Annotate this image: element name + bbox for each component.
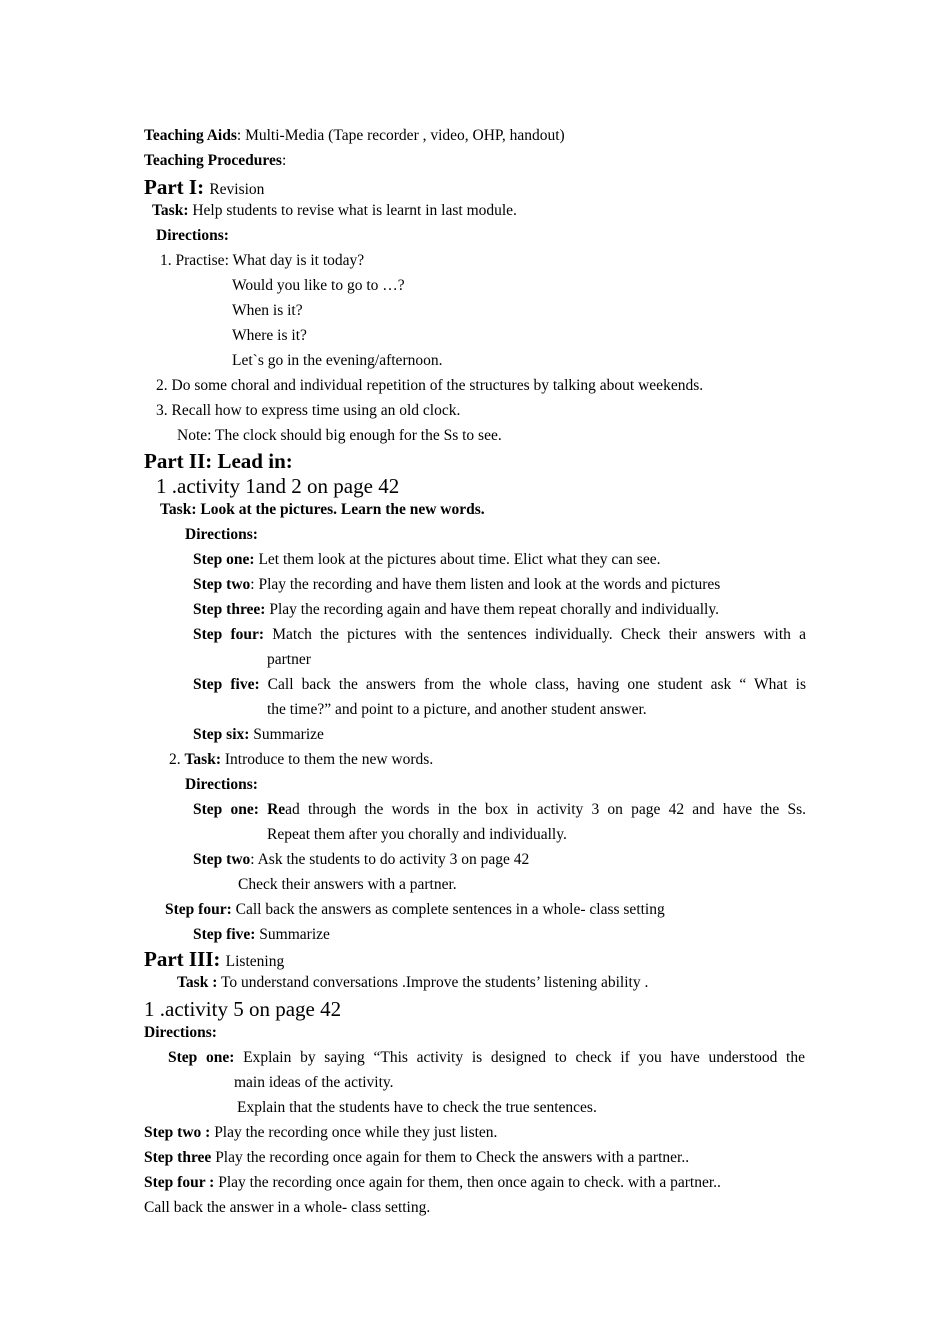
step-text: Call back the answers from the whole class, having one student ask “ What is (259, 676, 806, 693)
part1-heading: Part I: (144, 175, 205, 199)
part1-item3: 3. Recall how to express time using an old clock. (156, 402, 461, 419)
part2-step-four-cont: partner (267, 651, 311, 668)
step-text: Summarize (255, 926, 330, 943)
step-label: Step six: (193, 726, 250, 743)
step-text: Call back the answers as complete sentences in a whole- class setting (231, 901, 665, 918)
step-text: Play the recording once again for them to Check the answers with a partner.. (211, 1149, 690, 1166)
part2-b-step-two (193, 850, 855, 870)
part2-heading: Part II: Lead in: (144, 449, 293, 473)
part2-directions2 (185, 775, 847, 795)
task2-text: Introduce to them the new words. (220, 751, 434, 768)
step-label: Step two : (144, 1124, 211, 1141)
teaching-aids-line (144, 126, 806, 146)
part3-task-label: Task : (177, 974, 218, 991)
step-label: Step four: (165, 901, 232, 918)
part1-directions-label: Directions: (156, 227, 229, 244)
part3-step-one-cont2: Explain that the students have to check the true sentences. (237, 1099, 597, 1116)
part1-question4: Let`s go in the evening/afternoon. (232, 352, 443, 369)
step-label: Step three (144, 1149, 212, 1166)
part1-heading-line (144, 174, 806, 203)
part2-step-five (193, 675, 806, 695)
teaching-procedures-text: : (281, 152, 287, 169)
teaching-procedures-line (144, 151, 806, 171)
part2-b-step-five (193, 925, 855, 945)
step-text: ad through the words in the box in activity 3 on page 42 and have the Ss. (285, 801, 806, 818)
part2-step-four (193, 625, 806, 645)
part2-task2 (169, 750, 831, 770)
teaching-aids-text: : Multi-Media (Tape recorder , video, OHP, handout) (236, 127, 565, 144)
part2-b-step-one-cont: Repeat them after you chorally and individually. (267, 826, 567, 843)
step-text: Summarize (249, 726, 324, 743)
step-label: Step two (193, 851, 251, 868)
step-text: : Play the recording and have them listen and look at the words and pictures (250, 576, 721, 593)
part1-subtitle: Revision (209, 181, 265, 198)
part2-task (160, 500, 822, 520)
part1-question1: Would you like to go to …? (232, 277, 405, 294)
step-text: Play the recording once again for them, then once again to check. with a partner.. (214, 1174, 721, 1191)
part1-task-text: Help students to revise what is learnt in last module. (192, 202, 517, 219)
part1-task-label: Task: (152, 202, 189, 219)
teaching-procedures-label: Teaching Procedures (144, 152, 282, 169)
part2-step-six (193, 725, 855, 745)
part3-subtitle: Listening (225, 953, 285, 970)
step-label: Step one: (168, 1049, 235, 1066)
part2-b-step-four (165, 900, 827, 920)
step-label: Step two (193, 576, 251, 593)
part2-step-five-cont: the time?” and point to a picture, and another student answer. (267, 701, 647, 718)
step-label: Step four : (144, 1174, 215, 1191)
part1-item2: 2. Do some choral and individual repetition of the structures by talking about weekends. (156, 377, 704, 394)
step-label: Step three: (193, 601, 266, 618)
part2-b-step-two-cont: Check their answers with a partner. (238, 876, 457, 893)
part2-step-two (193, 575, 855, 595)
part3-step-three (144, 1148, 806, 1168)
teaching-aids-label: Teaching Aids (144, 127, 237, 144)
part3-step-four (144, 1173, 806, 1193)
step-text: Explain by saying “This activity is designed to check if you have understood the (234, 1049, 805, 1066)
part1-task-line (152, 201, 814, 221)
task2-number: 2. (169, 751, 185, 768)
part1-directions (156, 226, 818, 246)
step-text: Match the pictures with the sentences individually. Check their answers with a (264, 626, 806, 643)
part3-step-one-cont: main ideas of the activity. (234, 1074, 394, 1091)
step-text: : Ask the students to do activity 3 on page 42 (250, 851, 530, 868)
part1-item1: 1. Practise: What day is it today? (160, 252, 365, 269)
part3-directions-label: Directions: (144, 1024, 217, 1041)
part2-directions2-label: Directions: (185, 776, 258, 793)
step-label: Step five: (193, 676, 260, 693)
step-text: Play the recording once while they just listen. (210, 1124, 498, 1141)
part1-question2: When is it? (232, 302, 303, 319)
part2-step-one (193, 550, 855, 570)
step-label: Step four: (193, 626, 265, 643)
part3-task-line (177, 973, 839, 993)
step-label: Step five: (193, 926, 256, 943)
task2-label: Task: (184, 751, 221, 768)
step-label: Step one: (193, 551, 255, 568)
part1-note: Note: The clock should big enough for the Ss to see. (177, 427, 502, 444)
part2-b-step-one (193, 800, 806, 820)
part2-step-three (193, 600, 855, 620)
step-text: Let them look at the pictures about time. Elict what they can see. (254, 551, 661, 568)
part2-directions (185, 525, 847, 545)
part3-directions (144, 1023, 806, 1043)
part3-heading: Part III: (144, 947, 221, 971)
part3-step-one (168, 1048, 805, 1068)
part3-closing: Call back the answer in a whole- class setting. (144, 1199, 431, 1216)
step-text: Play the recording again and have them repeat chorally and individually. (265, 601, 719, 618)
part1-question3: Where is it? (232, 327, 307, 344)
part3-step-two (144, 1123, 806, 1143)
part2-task-text: Task: Look at the pictures. Learn the new words. (160, 501, 485, 518)
part2-activity-heading: 1 .activity 1and 2 on page 42 (156, 474, 400, 498)
part3-activity-heading: 1 .activity 5 on page 42 (144, 997, 342, 1021)
part3-heading-line (144, 946, 806, 975)
part2-directions-label: Directions: (185, 526, 258, 543)
step-label: Step one: Re (193, 801, 286, 818)
part3-task-text: To understand conversations .Improve the students’ listening ability . (217, 974, 649, 991)
